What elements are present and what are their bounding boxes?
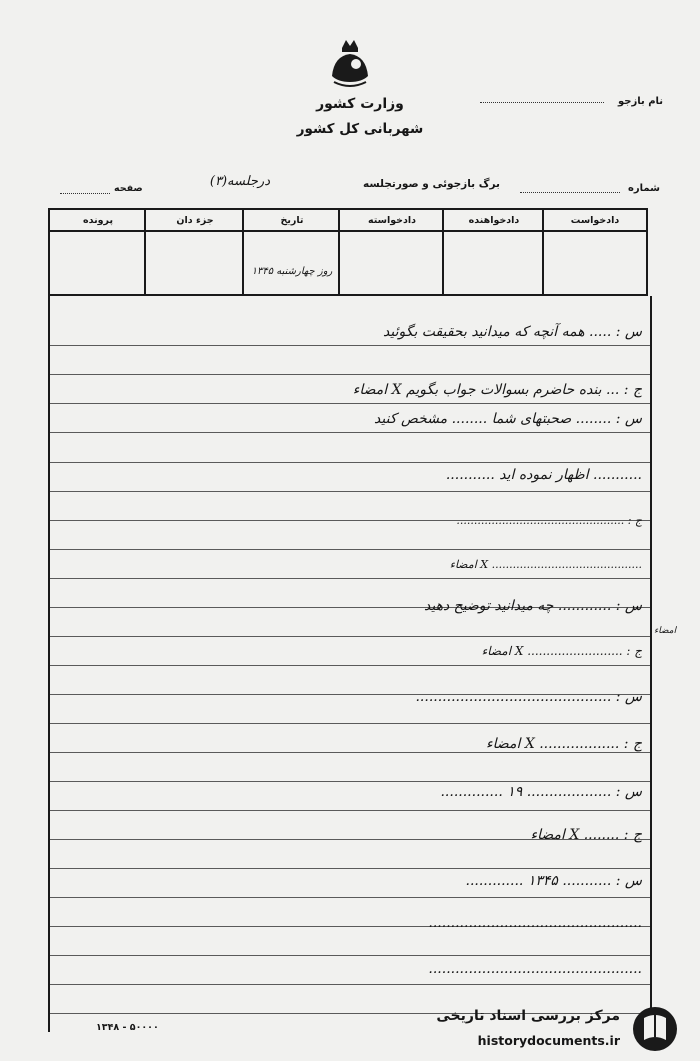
ruled-line (50, 578, 650, 579)
case-info-table (48, 208, 648, 296)
statement-line: ج : ........ X امضاء (530, 827, 642, 843)
archive-logo-icon (626, 1004, 684, 1054)
statement-line: ج : ... بنده حاضرم بسوالات جواب بگویم X امضاء (352, 382, 642, 398)
statement-line: ج : ......................... X امضاء (481, 644, 642, 658)
column-header-claimant: دادخواهنده (444, 210, 544, 232)
column-header-attachments: جزء دان (146, 210, 244, 232)
ruled-line (50, 897, 650, 898)
date-value: روز چهارشنبه ۱۳۴۵ (251, 266, 333, 277)
column-header-date: تاریخ (244, 210, 340, 232)
statement-line: س : ........ صحبتهای شما ........ مشخص کنید (374, 411, 642, 427)
number-line (520, 192, 620, 193)
ruled-line (50, 491, 650, 492)
ruled-line (50, 810, 650, 811)
ruled-line (50, 345, 650, 346)
ruled-line (50, 432, 650, 433)
ruled-line (50, 984, 650, 985)
ruled-line (50, 462, 650, 463)
meeting-number-handwritten: درجلسه(۳) (209, 174, 270, 189)
number-label: شماره (628, 183, 660, 194)
ruled-line (50, 955, 650, 956)
ruled-line (50, 403, 650, 404)
form-code: ۵۰۰۰۰ - ۱۳۴۸ (96, 1022, 159, 1033)
ruled-line (50, 549, 650, 550)
statement-line: ................................................ (428, 961, 642, 977)
statement-line: س : ............................................ (415, 689, 642, 705)
page-number-line (60, 193, 110, 194)
meeting-record-line: برگ بازجوئی و صورتجلسه (363, 178, 500, 190)
ruled-line (50, 723, 650, 724)
interrogator-name-line (480, 102, 604, 103)
lion-and-sun-emblem-icon (328, 36, 372, 90)
statement-line: ................................................ (428, 915, 642, 931)
margin-note: امضاء (654, 626, 677, 636)
ruled-line (50, 781, 650, 782)
ruled-line (50, 374, 650, 375)
archive-url[interactable]: historydocuments.ir (477, 1033, 620, 1048)
column-header-file: پرونده (50, 210, 146, 232)
statement-line: س : ..... همه آنچه که میدانید بحقیقت بگوئید (383, 324, 642, 340)
column-header-plaintiff: دادخواست (544, 210, 646, 232)
statement-line: ج : ................................................ (456, 514, 642, 527)
statement-line: ........................................... X امضاء (449, 558, 642, 571)
statement-line: س : ............ چه میدانید توضیح دهید (424, 598, 642, 614)
ruled-line (50, 665, 650, 666)
column-header-claim: دادخواسته (340, 210, 444, 232)
statement-line: ج : .................. X امضاء (485, 736, 642, 752)
ministry-title: وزارت کشور (316, 96, 404, 112)
department-title: شهربانی کل کشور (296, 121, 424, 137)
statement-line: س : ................... ۱۹ .............. (440, 784, 642, 800)
ruled-line (50, 868, 650, 869)
ruled-line (50, 636, 650, 637)
statement-line: س : ........... ۱۳۴۵ ............. (465, 873, 642, 889)
statement-line: ........... اظهار نموده اید ........... (445, 467, 642, 483)
archive-center-title: مرکز بررسی اسناد تاریخی (436, 1008, 620, 1024)
interrogator-name-label: نام بازجو (618, 96, 664, 107)
page-label: صفحه (114, 183, 143, 194)
